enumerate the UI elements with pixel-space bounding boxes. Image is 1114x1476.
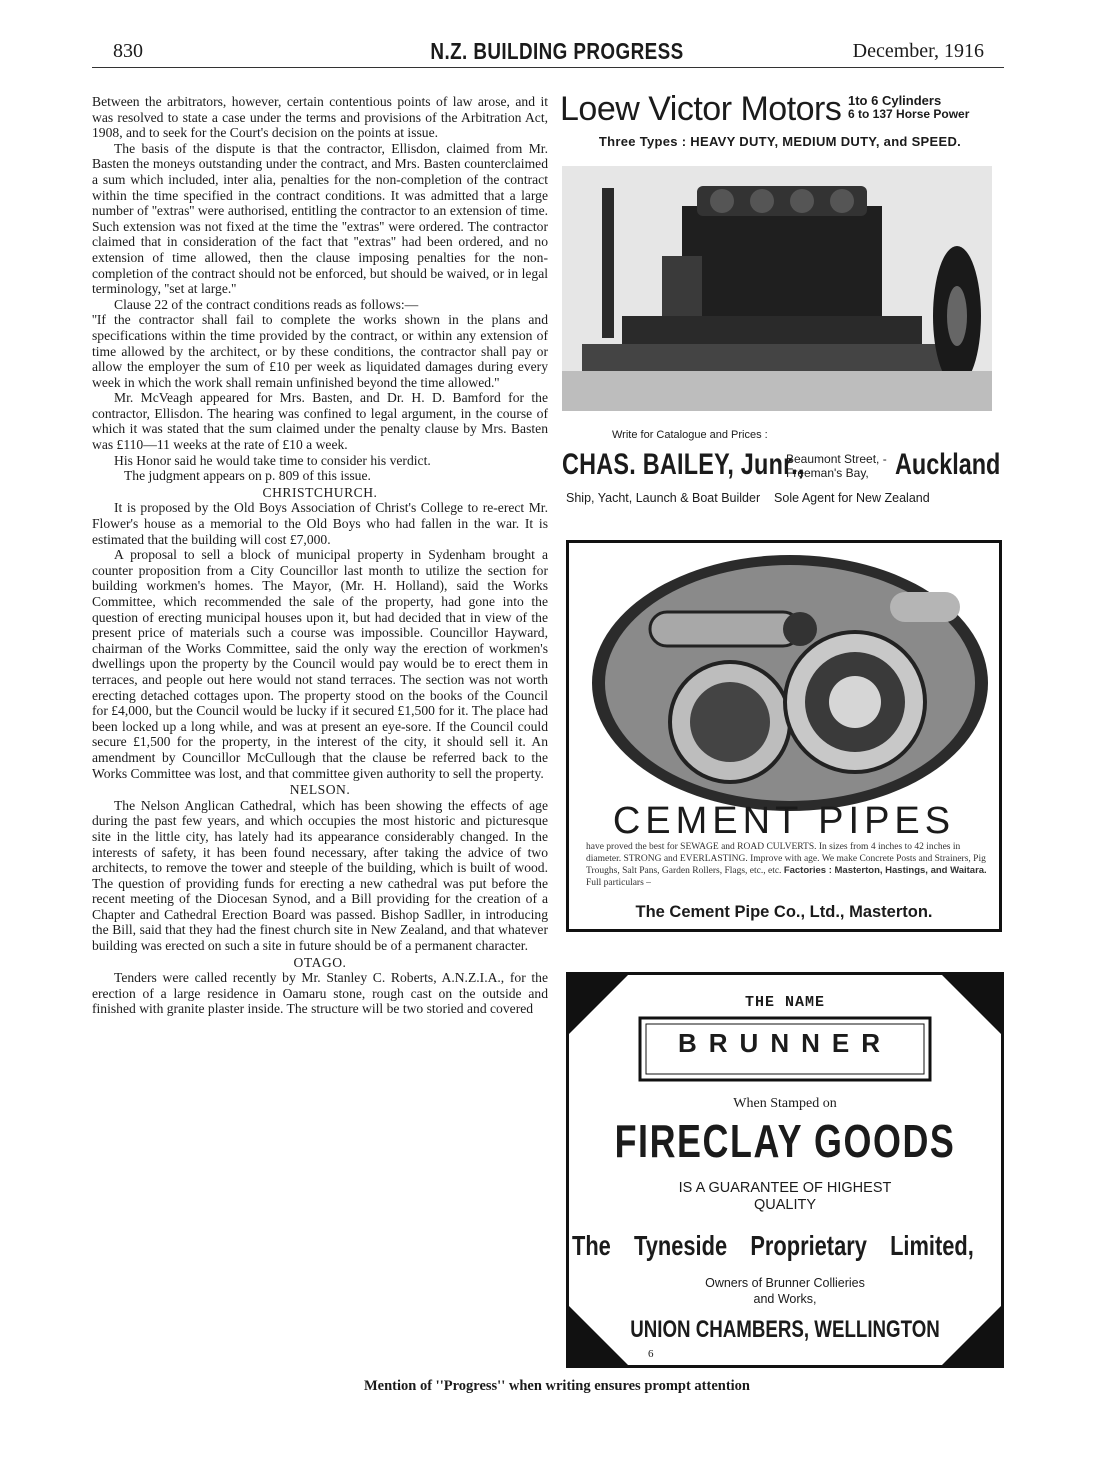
- article-paragraph: The Nelson Anglican Cathedral, which has been showing the effects of age during the past few years, and which occupies the most historic and picturesque site in the little city, has lately had its appearance considerably changed. In the interests of safety, it has been found necessary, after taking the advice of two architects, to remove the tower and steeple of the building, which is built of wood. The question of providing funds for erecting a new cathedral was put before the recent meeting of the Diocesan Synod, and a Bill providing for the creation of a Chapter and Cathedral Erection Board was passed. Bishop Sadller, in introducing the Bill, said that they had the finest church site in New Zealand, and that whatever building was erected on such a site in future should be of a permanent character.: [92, 797, 548, 954]
- ad-brunner-guarantee-line1: IS A GUARANTEE OF HIGHEST: [678, 1180, 892, 1196]
- ad-pipes-description: have proved the best for SEWAGE and ROAD CULVERTS. In sizes from 4 inches to 42 inches in diameter. STRONG and EVERLASTING. Improve with age. We make Concrete Posts and Strainers, Pig Troughs, Salt Pans, Garden Rollers, Flags, etc., etc.: [586, 842, 986, 876]
- section-heading-christchurch: CHRISTCHURCH.: [262, 484, 378, 500]
- cement-pipes-photo: [590, 552, 990, 814]
- publication-title: N.Z. BUILDING PROGRESS: [430, 38, 684, 64]
- article-paragraph: The judgment appears on p. 809 of this issue.: [124, 468, 371, 484]
- article-paragraph: ''If the contractor shall fail to complete the works shown in the plans and specifications within the time provided by the contract, or within any extension of time allowed by the architect, or by these conditions, the contractor shall pay or allow the employer the sum of £10 per week as liquidated damages during every week in which the work shall remain unfinished beyond the time allowed.'': [92, 312, 548, 390]
- article-column: [92, 94, 548, 1017]
- ad-brunner-code: 6: [648, 1348, 654, 1360]
- engine-photo: [562, 166, 992, 411]
- article-paragraph: The basis of the dispute is that the contractor, Ellisdon, claimed from Mr. Basten the moneys outstanding under the contract, and Mrs. Basten counterclaimed a sum which included, inter alia, penalties for the non-completion of the contract within the time specified in the contract conditions. It was admitted that a large number of ''extras'' were authorised, entitling the contractor to an extension of time. Such extension was not fixed at the time the ''extras'' were ordered. The contractor claimed that in consideration of the fact that ''extras'' had been ordered, and no extension of time allowed, then the clause imposing penalties for the non-completion of the contract should not be enforced, but should be waived, or in legal terminology, ''set at large.'': [92, 140, 548, 297]
- ad-pipes-factories: Factories : Masterton, Hastings, and Waitara.: [783, 865, 987, 876]
- article-paragraph: Tenders were called recently by Mr. Stanley C. Roberts, A.N.Z.I.A., for the erection of a large residence in Oamaru stone, rough cast on the outside and finished with granite plaster inside. The structure will be two storied and covered: [92, 970, 548, 1017]
- ad-pipes-company: The Cement Pipe Co., Ltd., Masterton.: [635, 903, 933, 921]
- ad-brunner-product: FIRECLAY GOODS: [614, 1115, 956, 1167]
- page-number: 830: [113, 40, 143, 62]
- section-heading-nelson: NELSON.: [289, 782, 351, 798]
- section-heading-otago: OTAGO.: [293, 954, 347, 970]
- ad-loew-company: CHAS. BAILEY, Junr.,: [562, 448, 805, 481]
- ad-pipes-particulars: Full particulars –: [586, 878, 651, 888]
- ad-brunner-the-name: THE NAME: [744, 994, 825, 1011]
- ad-loew-address-line2: Freeman's Bay,: [786, 466, 869, 480]
- article-paragraph: Mr. McVeagh appeared for Mrs. Basten, and Dr. H. D. Bamford for the contractor, Ellisdon. The hearing was confined to legal argument, in the course of which it was stated that the sum claimed under the penalty clause by Mrs. Basten was £110—11 weeks at the rate of £10 a week.: [92, 390, 548, 453]
- ad-loew-horsepower: 6 to 137 Horse Power: [848, 107, 970, 121]
- article-paragraph: Clause 22 of the contract conditions reads as follows:—: [114, 296, 419, 312]
- ad-brunner-brand: BRUNNER: [678, 1028, 892, 1058]
- ad-loew-types: Three Types : HEAVY DUTY, MEDIUM DUTY, and SPEED.: [598, 134, 962, 149]
- ad-brunner-owners-line2: and Works,: [753, 1292, 817, 1306]
- ad-loew-city: Auckland: [895, 448, 1001, 481]
- article-paragraph: Between the arbitrators, however, certain contentious points of law arose, and it was resolved to state a case under the terms and provisions of the Arbitration Act, 1908, and to seek for the Court's decision on the points at issue.: [92, 94, 548, 141]
- ad-brunner-company: The Tyneside Proprietary Limited,: [572, 1230, 974, 1261]
- ad-loew-write-for-catalogue: Write for Catalogue and Prices :: [612, 429, 768, 441]
- ad-loew-trade: Ship, Yacht, Launch & Boat Builder: [566, 491, 761, 505]
- ad-brunner-guarantee-line2: QUALITY: [753, 1197, 817, 1213]
- ad-loew-title: Loew Victor Motors: [560, 90, 842, 128]
- ad-loew-address-line1: Beaumont Street, -: [786, 452, 887, 466]
- ad-loew-trade-line: [566, 491, 930, 505]
- footer-note: Mention of ''Progress'' when writing ensures prompt attention: [364, 1378, 750, 1394]
- ad-pipes-body: [586, 841, 996, 889]
- ad-loew-agent: Sole Agent for New Zealand: [774, 491, 930, 505]
- ad-brunner-address: UNION CHAMBERS, WELLINGTON: [630, 1316, 940, 1343]
- issue-date: December, 1916: [852, 40, 984, 62]
- header-rule: [92, 67, 1004, 68]
- ad-brunner-stamped: When Stamped on: [733, 1096, 837, 1111]
- article-paragraph: His Honor said he would take time to consider his verdict.: [114, 452, 431, 468]
- ad-brunner-owners-line1: Owners of Brunner Collieries: [705, 1276, 865, 1290]
- ad-pipes-title: CEMENT PIPES: [612, 800, 956, 842]
- article-paragraph: It is proposed by the Old Boys Association of Christ's College to re-erect Mr. Flower's house as a memorial to the Old Boys who had fallen in the war. It is estimated that the building will cost £7,000.: [92, 500, 548, 547]
- article-paragraph: A proposal to sell a block of municipal property in Sydenham brought a counter proposition from a City Councillor last month to utilize the section for building workmen's homes. The Mayor, (Mr. H. Holland), said the Works Committee, which recommended the sale of the property, had gone into the question of erecting municipal houses upon it, but had decided that in view of the present price of materials such a course was impossible. Councillor Hayward, chairman of the Works Committee, said the only way the erection of workmen's dwellings upon the property by the Council would pay would be to erect them in terraces, and people out here would not stand terraces. The section was not worth erecting detached cottages upon. The property stood on the books of the Council for £4,000, but the Council would be lucky if it secured £1,500 for it. The place had been locked up a long while, and was at present an eye-sore. If the Council could secure £1,500 for the property, in the interest of the city, it should sell it. An amendment by Councillor McCullough that the clause be referred back to the Works Committee was lost, and that committee given authority to sell the property.: [92, 547, 548, 781]
- ad-loew-cylinders: 1to 6 Cylinders: [848, 93, 942, 108]
